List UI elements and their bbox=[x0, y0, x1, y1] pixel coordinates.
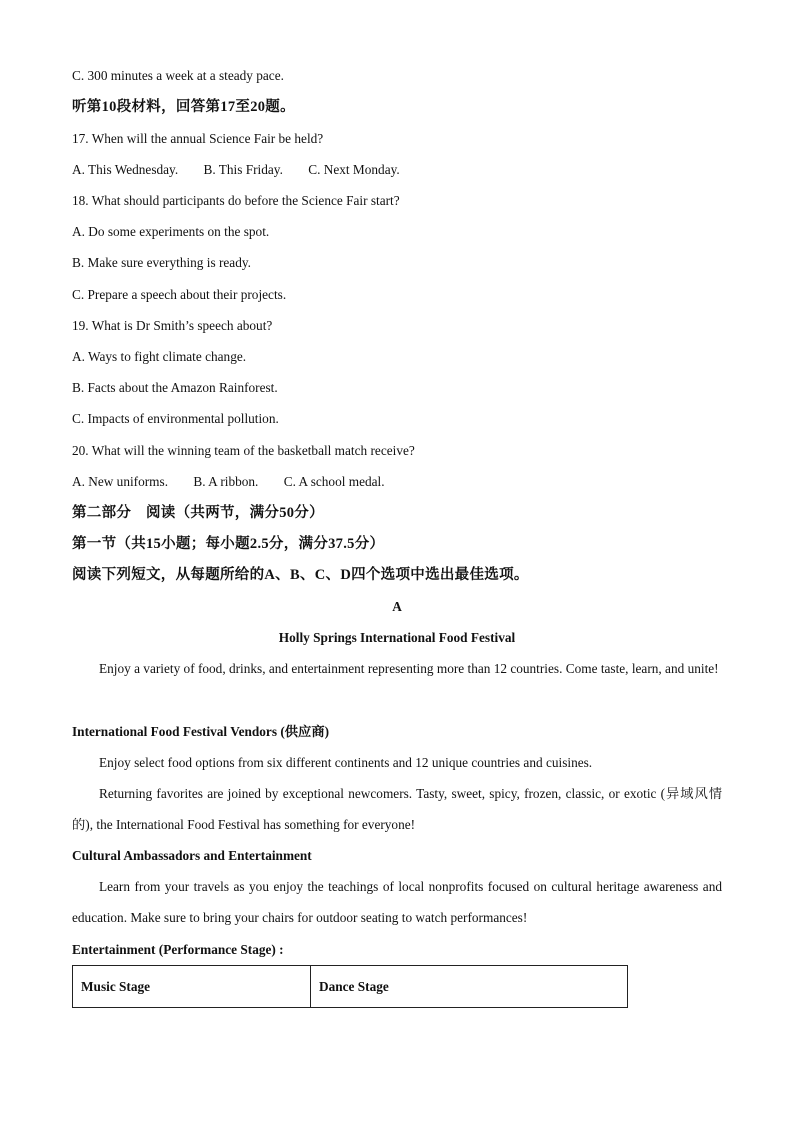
cultural-paragraph: Learn from your travels as you enjoy the teachings of local nonprofits focused on cultural heritage awareness and education. Make sure to bring your chairs for outdoor seating to watch performances! bbox=[72, 879, 722, 925]
q18-option-c: C. Prepare a speech about their projects. bbox=[72, 287, 287, 302]
table-header-dance-stage: Dance Stage bbox=[311, 966, 628, 1008]
q17-options bbox=[72, 162, 400, 178]
section10-heading: 听第10段材料，回答第17至20题。 bbox=[72, 99, 295, 115]
q20-option-b: B. A ribbon. bbox=[193, 474, 259, 489]
vendors-paragraph-2: Returning favorites are joined by exceptional newcomers. Tasty, sweet, spicy, frozen, classic, or exotic (异域风情的), the International Food Festival has something for everyone! bbox=[72, 786, 722, 832]
q17-option-c: C. Next Monday. bbox=[308, 162, 400, 177]
cultural-heading: Cultural Ambassadors and Entertainment bbox=[72, 848, 312, 863]
entertainment-table bbox=[72, 965, 628, 1008]
question-17: 17. When will the annual Science Fair be held? bbox=[72, 131, 324, 146]
part2-heading: 第二部分 阅读（共两节，满分50分） bbox=[72, 505, 324, 521]
vendors-paragraph-1: Enjoy select food options from six different continents and 12 unique countries and cuisines. bbox=[99, 755, 593, 770]
q19-option-c: C. Impacts of environmental pollution. bbox=[72, 411, 279, 426]
passage-letter: A bbox=[392, 599, 402, 614]
q16-option-c: C. 300 minutes a week at a steady pace. bbox=[72, 68, 284, 83]
q20-option-a: A. New uniforms. bbox=[72, 474, 169, 489]
q17-option-b: B. This Friday. bbox=[203, 162, 283, 177]
section1-heading: 第一节（共15小题；每小题2.5分，满分37.5分） bbox=[72, 536, 385, 552]
question-18: 18. What should participants do before the Science Fair start? bbox=[72, 193, 400, 208]
q19-option-b: B. Facts about the Amazon Rainforest. bbox=[72, 380, 278, 395]
q19-option-a: A. Ways to fight climate change. bbox=[72, 349, 247, 364]
question-19: 19. What is Dr Smith’s speech about? bbox=[72, 318, 273, 333]
table-header-music-stage: Music Stage bbox=[73, 966, 311, 1008]
reading-instruction: 阅读下列短文，从每题所给的A、B、C、D四个选项中选出最佳选项。 bbox=[72, 567, 529, 583]
intro-paragraph: Enjoy a variety of food, drinks, and entertainment representing more than 12 countries. Come taste, learn, and unite! bbox=[99, 661, 719, 676]
vendors-heading: International Food Festival Vendors (供应商) bbox=[72, 724, 330, 739]
q18-option-b: B. Make sure everything is ready. bbox=[72, 255, 251, 270]
question-20: 20. What will the winning team of the basketball match receive? bbox=[72, 443, 415, 458]
q20-options bbox=[72, 474, 385, 490]
q18-option-a: A. Do some experiments on the spot. bbox=[72, 224, 270, 239]
table-row bbox=[73, 966, 628, 1008]
q20-option-c: C. A school medal. bbox=[283, 474, 385, 489]
passage-title: Holly Springs International Food Festival bbox=[278, 630, 516, 645]
entertainment-heading: Entertainment (Performance Stage) : bbox=[72, 942, 284, 957]
q17-option-a: A. This Wednesday. bbox=[72, 162, 179, 177]
